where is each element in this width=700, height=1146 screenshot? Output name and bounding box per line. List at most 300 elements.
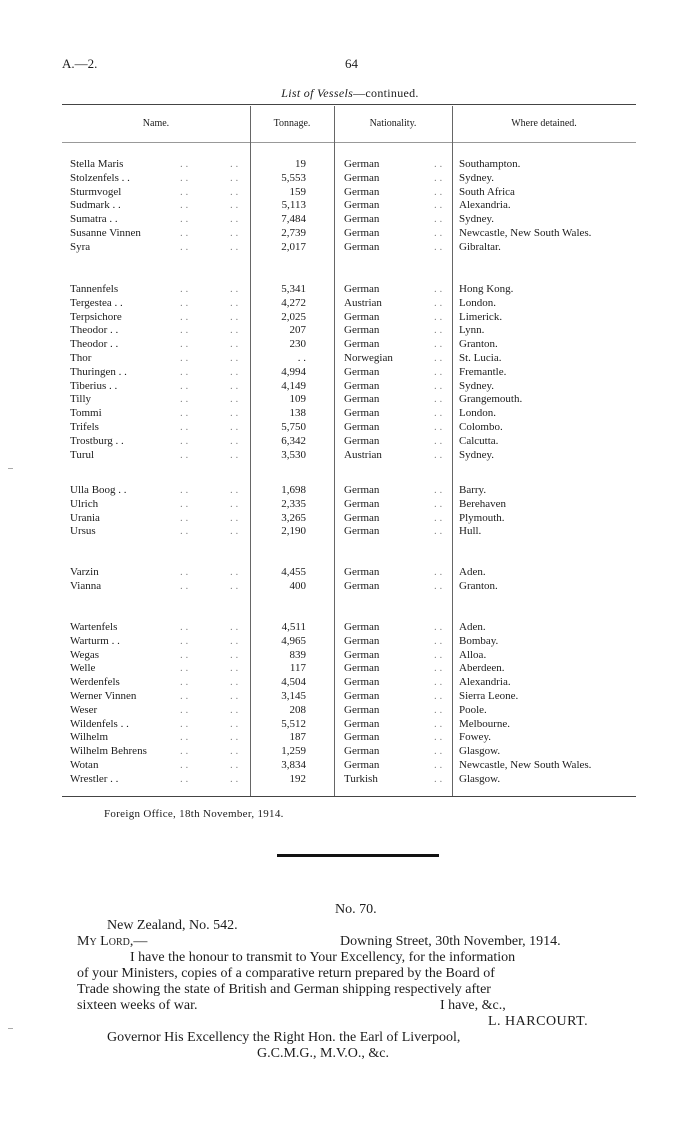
table-row (0, 524, 700, 538)
leader-dots: . . (434, 365, 443, 378)
vessel-tonnage: 117 (289, 662, 306, 675)
table-row (0, 448, 700, 462)
leader-dots: . . (180, 621, 189, 633)
leader-dots: . . (180, 379, 189, 392)
vessel-tonnage: 109 (289, 393, 306, 406)
table-row (0, 703, 700, 717)
vessel-detained-at: Granton. (459, 338, 498, 351)
leader-dots: . . (230, 296, 239, 309)
leader-dots: . . (230, 731, 239, 744)
col-header-tonnage: Tonnage. (273, 118, 311, 129)
leader-dots: . . (180, 759, 189, 771)
vessel-tonnage: 208 (289, 703, 306, 716)
leader-dots: . . (434, 434, 443, 447)
leader-dots: . . (434, 745, 443, 758)
vessel-name: Sumatra . . (70, 213, 118, 226)
leader-dots: . . (230, 379, 239, 392)
vessel-nationality: German (344, 393, 380, 406)
vessel-name: Warturm . . (70, 634, 120, 647)
vessel-tonnage: 4,994 (281, 365, 306, 378)
table-row (0, 434, 700, 448)
leader-dots: . . (180, 310, 189, 323)
vessel-nationality: German (344, 324, 380, 337)
vessel-tonnage: 7,484 (281, 213, 306, 226)
vessel-tonnage: 4,272 (281, 296, 306, 309)
vessel-detained-at: London. (459, 296, 496, 309)
leader-dots: . . (434, 566, 443, 578)
leader-dots: . . (230, 511, 239, 524)
vessel-detained-at: London. (459, 407, 496, 420)
vessel-nationality: German (344, 283, 380, 295)
table-top-rule (62, 104, 636, 105)
vessel-name: Theodor . . (70, 324, 119, 337)
vessel-tonnage: 2,025 (281, 310, 306, 323)
vessel-tonnage: . . (297, 352, 306, 364)
letter-closing: I have, &c., (440, 998, 506, 1013)
vessel-name: Tannenfels (70, 283, 119, 295)
vessel-tonnage: 192 (289, 772, 306, 785)
vessel-detained-at: Glasgow. (459, 745, 501, 758)
letter-body-line-1: I have the honour to transmit to Your Excellency, for the information (130, 950, 516, 965)
leader-dots: . . (434, 171, 443, 184)
leader-dots: . . (180, 171, 189, 184)
table-row (0, 171, 700, 185)
vessel-detained-at: Glasgow. (459, 772, 501, 785)
leader-dots: . . (180, 484, 189, 496)
vessel-name: Stella Maris (70, 158, 124, 170)
table-row (0, 758, 700, 772)
vessel-detained-at: Berehaven (459, 497, 507, 510)
signoff: Foreign Office, 18th November, 1914. (104, 808, 284, 820)
leader-dots: . . (434, 379, 443, 392)
table-row (0, 212, 700, 226)
leader-dots: . . (434, 525, 443, 538)
vessel-name: Syra (70, 240, 91, 253)
vessel-nationality: German (344, 421, 380, 433)
leader-dots: . . (230, 158, 239, 170)
vessel-name: Wildenfels . . (70, 717, 129, 730)
vessel-tonnage: 6,342 (281, 434, 306, 447)
leader-dots: . . (230, 227, 239, 239)
vessel-nationality: German (344, 525, 380, 538)
table-row (0, 483, 700, 497)
vessel-detained-at: Grangemouth. (459, 393, 523, 406)
table-row (0, 497, 700, 511)
vessel-nationality: German (344, 310, 380, 323)
leader-dots: . . (230, 759, 239, 771)
leader-dots: . . (434, 621, 443, 633)
table-row (0, 323, 700, 337)
leader-dots: . . (180, 690, 189, 702)
table-row (0, 296, 700, 310)
vessel-name: Ursus (70, 525, 96, 538)
leader-dots: . . (230, 421, 239, 433)
leader-dots: . . (434, 759, 443, 771)
vessel-nationality: German (344, 511, 380, 524)
vessel-nationality: Turkish (344, 772, 378, 785)
vessel-detained-at: Lynn. (459, 324, 485, 337)
vessel-name: Tommi (70, 407, 102, 420)
leader-dots: . . (180, 662, 189, 675)
vessel-nationality: German (344, 731, 380, 744)
vessel-nationality: German (344, 158, 380, 170)
letter-signature: L. HARCOURT. (488, 1014, 589, 1029)
vessel-tonnage: 400 (289, 579, 306, 592)
leader-dots: . . (180, 283, 189, 295)
leader-dots: . . (434, 662, 443, 675)
vessel-name: Urania (70, 511, 100, 524)
table-row (0, 310, 700, 324)
vessel-nationality: German (344, 579, 380, 592)
leader-dots: . . (230, 393, 239, 406)
table-row (0, 511, 700, 525)
vessel-name: Turul (70, 448, 95, 461)
leader-dots: . . (180, 648, 189, 661)
vessel-name: Stolzenfels . . (70, 171, 130, 184)
vessel-detained-at: Aden. (459, 566, 486, 578)
vessel-name: Tiberius . . (70, 379, 118, 392)
margin-tick (8, 1028, 13, 1029)
leader-dots: . . (230, 703, 239, 716)
vessel-detained-at: Colombo. (459, 421, 503, 433)
letter-body-line-2: of your Ministers, copies of a comparative return prepared by the Board of (77, 966, 495, 981)
leader-dots: . . (180, 324, 189, 337)
vessel-tonnage: 5,113 (281, 199, 306, 212)
vessel-tonnage: 1,698 (281, 484, 306, 496)
vessel-detained-at: Sydney. (459, 171, 495, 184)
leader-dots: . . (434, 579, 443, 592)
vessel-detained-at: Barry. (459, 484, 487, 496)
vessel-nationality: German (344, 338, 380, 351)
leader-dots: . . (180, 703, 189, 716)
table-row (0, 392, 700, 406)
vessel-nationality: German (344, 407, 380, 420)
leader-dots: . . (434, 634, 443, 647)
vessel-name: Wartenfels (70, 621, 118, 633)
vessel-nationality: German (344, 634, 380, 647)
vessel-tonnage: 3,530 (281, 448, 306, 461)
vessel-nationality: German (344, 621, 380, 633)
vessel-nationality: German (344, 213, 380, 226)
leader-dots: . . (230, 662, 239, 675)
leader-dots: . . (230, 497, 239, 510)
leader-dots: . . (180, 158, 189, 170)
leader-dots: . . (434, 717, 443, 730)
letter-reference: New Zealand, No. 542. (107, 918, 238, 933)
vessel-tonnage: 2,190 (281, 525, 306, 538)
leader-dots: . . (180, 434, 189, 447)
letter-body-line-3: Trade showing the state of British and German shipping respectively after (77, 982, 491, 997)
vessel-nationality: German (344, 199, 380, 212)
leader-dots: . . (230, 566, 239, 578)
leader-dots: . . (230, 634, 239, 647)
leader-dots: . . (230, 525, 239, 538)
vessel-tonnage: 2,017 (281, 240, 306, 253)
leader-dots: . . (230, 434, 239, 447)
table-row (0, 185, 700, 199)
vessel-detained-at: Sierra Leone. (459, 690, 519, 702)
vessel-name: Wilhelm (70, 731, 109, 744)
letter-body-line-4: sixteen weeks of war. (77, 998, 198, 1013)
vessel-nationality: German (344, 648, 380, 661)
subtitle-continued: —continued. (353, 86, 419, 100)
vessel-name: Werner Vinnen (70, 690, 137, 702)
leader-dots: . . (230, 283, 239, 295)
leader-dots: . . (434, 199, 443, 212)
vessel-name: Tilly (70, 393, 92, 406)
vessel-nationality: Austrian (344, 296, 382, 309)
vessel-name: Trifels (70, 421, 99, 433)
leader-dots: . . (180, 338, 189, 351)
vessel-name: Vianna (70, 579, 102, 592)
table-row (0, 226, 700, 240)
leader-dots: . . (180, 579, 189, 592)
leader-dots: . . (434, 648, 443, 661)
vessel-name: Wrestler . . (70, 772, 119, 785)
leader-dots: . . (434, 511, 443, 524)
table-row (0, 772, 700, 786)
table-row (0, 579, 700, 593)
vessel-name: Trostburg . . (70, 434, 124, 447)
vessel-detained-at: Limerick. (459, 310, 503, 323)
leader-dots: . . (434, 296, 443, 309)
vessel-name: Werdenfels (70, 676, 120, 689)
leader-dots: . . (180, 213, 189, 226)
table-row (0, 661, 700, 675)
leader-dots: . . (434, 310, 443, 323)
leader-dots: . . (434, 158, 443, 170)
vessel-detained-at: South Africa (459, 185, 515, 198)
vessel-detained-at: Granton. (459, 579, 498, 592)
vessel-nationality: German (344, 717, 380, 730)
leader-dots: . . (434, 324, 443, 337)
leader-dots: . . (180, 772, 189, 785)
vessel-tonnage: 1,259 (281, 745, 306, 758)
vessel-detained-at: Sydney. (459, 448, 495, 461)
vessel-tonnage: 839 (289, 648, 306, 661)
leader-dots: . . (180, 525, 189, 538)
vessel-detained-at: Poole. (459, 703, 487, 716)
leader-dots: . . (434, 484, 443, 496)
leader-dots: . . (180, 393, 189, 406)
vessel-name: Sturmvogel (70, 185, 122, 198)
vessel-nationality: German (344, 484, 380, 496)
vessel-nationality: German (344, 185, 380, 198)
leader-dots: . . (434, 240, 443, 253)
vessel-nationality: German (344, 759, 380, 771)
section-divider (277, 854, 439, 857)
leader-dots: . . (180, 731, 189, 744)
vessel-nationality: German (344, 240, 380, 253)
leader-dots: . . (230, 213, 239, 226)
vessel-tonnage: 159 (289, 185, 306, 198)
leader-dots: . . (180, 448, 189, 461)
vessel-nationality: German (344, 227, 380, 239)
vessel-tonnage: 19 (295, 158, 306, 170)
vessel-detained-at: Hull. (459, 525, 482, 538)
vessel-tonnage: 4,511 (281, 621, 306, 633)
vessel-name: Sudmark . . (70, 199, 121, 212)
table-row (0, 379, 700, 393)
leader-dots: . . (230, 772, 239, 785)
vessel-name: Wegas (70, 648, 100, 661)
table-row (0, 351, 700, 365)
leader-dots: . . (230, 365, 239, 378)
leader-dots: . . (434, 352, 443, 364)
leader-dots: . . (180, 296, 189, 309)
vessel-nationality: German (344, 745, 380, 758)
leader-dots: . . (434, 283, 443, 295)
vessel-name: Theodor . . (70, 338, 119, 351)
leader-dots: . . (230, 407, 239, 420)
leader-dots: . . (434, 407, 443, 420)
vessel-name: Thuringen . . (70, 365, 127, 378)
leader-dots: . . (434, 731, 443, 744)
vessel-detained-at: Aberdeen. (459, 662, 505, 675)
header-bottom-rule (62, 142, 636, 143)
vessel-tonnage: 4,504 (281, 676, 306, 689)
col-header-detained: Where detained. (511, 118, 577, 129)
leader-dots: . . (230, 324, 239, 337)
table-row (0, 198, 700, 212)
leader-dots: . . (230, 484, 239, 496)
leader-dots: . . (180, 634, 189, 647)
vessel-detained-at: Sydney. (459, 213, 495, 226)
vessel-tonnage: 5,341 (281, 283, 306, 295)
vessel-name: Tergestea . . (70, 296, 123, 309)
leader-dots: . . (230, 240, 239, 253)
leader-dots: . . (434, 690, 443, 702)
leader-dots: . . (434, 393, 443, 406)
vessel-detained-at: Bombay. (459, 634, 499, 647)
leader-dots: . . (180, 745, 189, 758)
leader-dots: . . (434, 772, 443, 785)
table-row (0, 282, 700, 296)
table-row (0, 365, 700, 379)
vessel-detained-at: Alexandria. (459, 199, 511, 212)
vessel-nationality: German (344, 434, 380, 447)
leader-dots: . . (230, 676, 239, 689)
vessel-tonnage: 138 (289, 407, 306, 420)
letter-recipient-line-1: Governor His Excellency the Right Hon. the Earl of Liverpool, (107, 1030, 461, 1045)
table-row (0, 648, 700, 662)
leader-dots: . . (180, 227, 189, 239)
leader-dots: . . (180, 566, 189, 578)
leader-dots: . . (180, 717, 189, 730)
vessel-nationality: Austrian (344, 448, 382, 461)
col-header-name: Name. (142, 118, 170, 129)
table-row (0, 744, 700, 758)
vessel-detained-at: Alloa. (459, 648, 487, 661)
vessel-name: Weser (70, 703, 98, 716)
vessel-detained-at: Sydney. (459, 379, 495, 392)
vessel-detained-at: Hong Kong. (459, 283, 514, 295)
vessel-name: Thor (70, 352, 92, 364)
vessel-tonnage: 2,335 (281, 497, 306, 510)
table-row (0, 717, 700, 731)
vessel-tonnage: 5,512 (281, 717, 306, 730)
leader-dots: . . (434, 338, 443, 351)
vessel-tonnage: 2,739 (281, 227, 306, 239)
leader-dots: . . (230, 579, 239, 592)
vessel-name: Wotan (70, 759, 99, 771)
vessel-detained-at: Southampton. (459, 158, 521, 170)
letter-number: No. 70. (335, 902, 377, 917)
letter-address: Downing Street, 30th November, 1914. (340, 934, 561, 949)
leader-dots: . . (434, 676, 443, 689)
table-row (0, 240, 700, 254)
vessel-nationality: German (344, 703, 380, 716)
table-row (0, 675, 700, 689)
vessel-detained-at: Fowey. (459, 731, 491, 744)
vessel-nationality: German (344, 676, 380, 689)
table-bottom-rule (62, 796, 636, 797)
vessel-detained-at: Calcutta. (459, 434, 499, 447)
vessel-detained-at: Alexandria. (459, 676, 511, 689)
vessel-detained-at: Newcastle, New South Wales. (459, 227, 592, 239)
leader-dots: . . (180, 407, 189, 420)
leader-dots: . . (230, 690, 239, 702)
letter-salutation: My Lord,— (77, 934, 148, 949)
leader-dots: . . (434, 185, 443, 198)
vessel-name: Varzin (70, 566, 99, 578)
vessel-detained-at: Gibraltar. (459, 240, 501, 253)
table-row (0, 620, 700, 634)
vessel-tonnage: 230 (289, 338, 306, 351)
vessel-tonnage: 3,145 (281, 690, 306, 702)
table-row (0, 634, 700, 648)
leader-dots: . . (230, 310, 239, 323)
vessel-nationality: German (344, 690, 380, 702)
table-row (0, 565, 700, 579)
table-row (0, 406, 700, 420)
table-row (0, 157, 700, 171)
vessel-name: Welle (70, 662, 96, 675)
vessel-nationality: German (344, 171, 380, 184)
table-row (0, 420, 700, 434)
vessel-nationality: German (344, 662, 380, 675)
leader-dots: . . (230, 352, 239, 364)
leader-dots: . . (230, 338, 239, 351)
leader-dots: . . (230, 717, 239, 730)
leader-dots: . . (230, 448, 239, 461)
leader-dots: . . (230, 185, 239, 198)
leader-dots: . . (180, 676, 189, 689)
vessel-nationality: German (344, 497, 380, 510)
table-row (0, 689, 700, 703)
leader-dots: . . (230, 621, 239, 633)
leader-dots: . . (434, 421, 443, 433)
vessel-name: Ulla Boog . . (70, 484, 127, 496)
vessel-name: Ulrich (70, 497, 99, 510)
vessel-detained-at: St. Lucia. (459, 352, 502, 364)
vessel-tonnage: 5,553 (281, 171, 306, 184)
vessel-nationality: German (344, 566, 380, 578)
vessel-tonnage: 5,750 (281, 421, 306, 433)
vessel-tonnage: 3,265 (281, 511, 306, 524)
leader-dots: . . (434, 497, 443, 510)
subtitle-italic: List of Vessels (281, 86, 354, 100)
leader-dots: . . (180, 421, 189, 433)
vessel-tonnage: 4,455 (281, 566, 306, 578)
letter-recipient-line-2: G.C.M.G., M.V.O., &c. (257, 1046, 389, 1061)
vessel-nationality: Norwegian (344, 352, 393, 364)
table-row (0, 730, 700, 744)
leader-dots: . . (230, 199, 239, 212)
leader-dots: . . (230, 745, 239, 758)
leader-dots: . . (180, 365, 189, 378)
vessel-name: Susanne Vinnen (70, 227, 141, 239)
